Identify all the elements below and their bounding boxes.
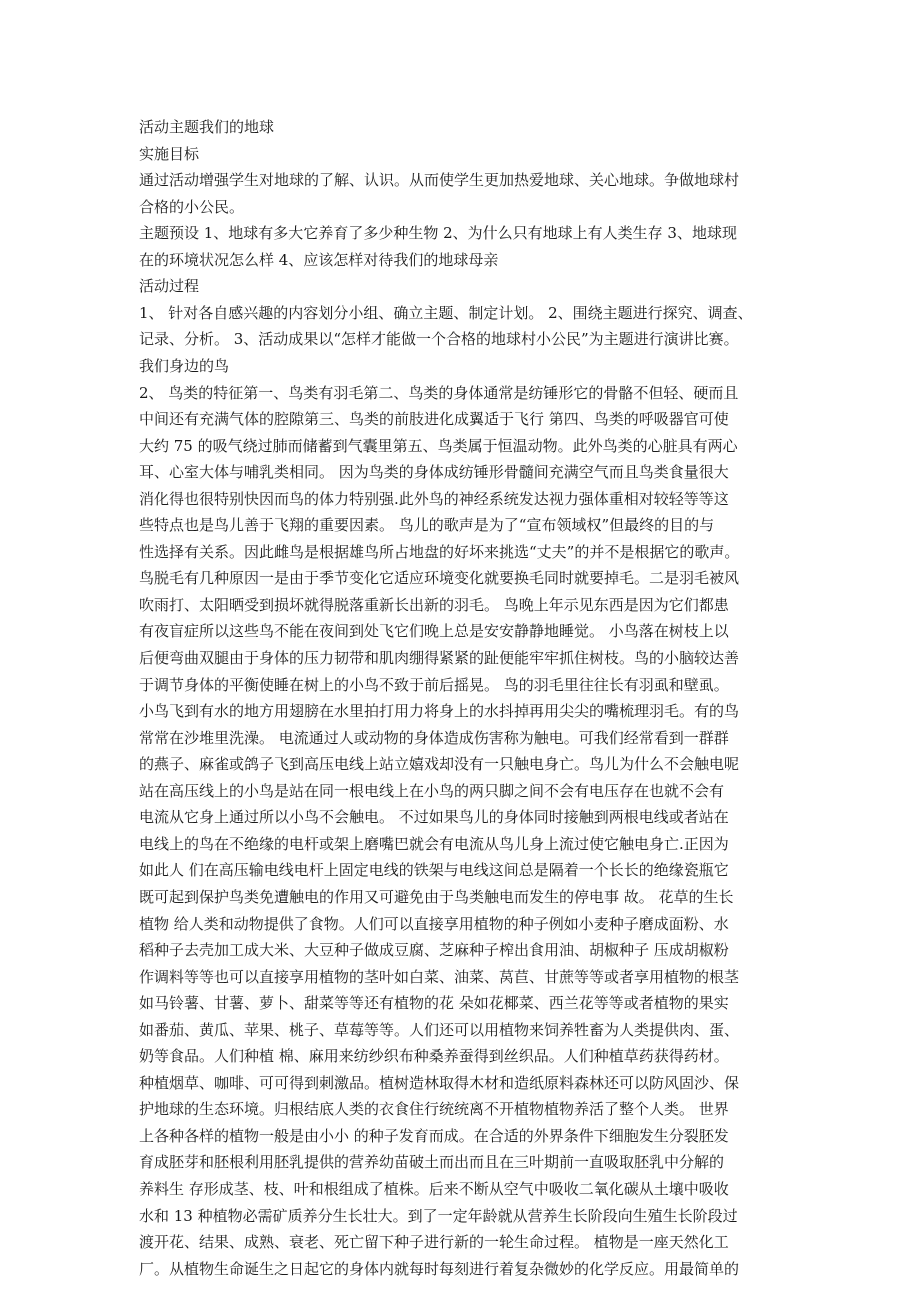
- text-line: 合格的小公民。: [139, 197, 245, 216]
- text-line: 如番茄、黄瓜、苹果、桃子、草莓等等。人们还可以用植物来饲养牲畜为人类提供肉、蛋、: [139, 1020, 740, 1039]
- text-line: 如马铃薯、甘薯、萝卜、甜菜等等还有植物的花 朵如花椰菜、西兰花等等或者植物的果实: [139, 994, 729, 1013]
- text-line: 养料生 存形成茎、枝、叶和根组成了植株。后来不断从空气中吸收二氧化碳从土壤中吸收: [139, 1180, 729, 1198]
- text-line: 些特点也是鸟儿善于飞翔的重要因素。 鸟儿的歌声是为了“宣布领域权”但最终的目的与: [139, 516, 715, 535]
- text-line: 如此人 们在高压输电线电杆上固定电线的铁架与电线这间总是隔着一个长长的绝缘瓷瓶它: [139, 861, 729, 880]
- text-line: 渡开花、结果、成熟、衰老、死亡留下种子进行新的一轮生命过程。 植物是一座天然化工: [139, 1233, 729, 1252]
- text-line: 站在高压线上的小鸟是站在同一根电线上在小鸟的两只脚之间不会有电压存在也就不会有: [139, 781, 725, 800]
- text-line: 小鸟飞到有水的地方用翅膀在水里拍打用力将身上的水抖掉再用尖尖的嘴梳理羽毛。有的鸟: [139, 702, 740, 721]
- text-line: 作调料等等也可以直接享用植物的茎叶如白菜、油菜、莴苣、甘蔗等等或者享用植物的根茎: [139, 967, 740, 986]
- text-line: 稻种子去壳加工成大米、大豆种子做成豆腐、芝麻种子榨出食用油、胡椒种子 压成胡椒粉: [139, 941, 729, 960]
- text-line: 通过活动增强学生对地球的了解、认识。从而使学生更加热爱地球、关心地球。争做地球村: [139, 171, 740, 190]
- text-line: 吹雨打、太阳晒受到损坏就得脱落重新长出新的羽毛。 鸟晚上年示见东西是因为它们都患: [139, 595, 729, 614]
- text-line: 我们身边的鸟: [139, 356, 230, 375]
- text-line: 1、 针对各自感兴趣的内容划分小组、确立主题、制定计划。 2、围绕主题进行探究、调查、: [139, 303, 753, 322]
- text-line: 电流从它身上通过所以小鸟不会触电。 不过如果鸟儿的身体同时接触到两根电线或者站在: [139, 808, 729, 827]
- text-line: 性选择有关系。因此雌鸟是根据雄鸟所占地盘的好坏来挑选“丈夫”的并不是根据它的歌声。: [139, 542, 740, 561]
- text-line: 奶等食品。人们种植 棉、麻用来纺纱织布种桑养蚕得到丝织品。人们种植草药获得药材。: [139, 1047, 729, 1066]
- text-line: 活动过程: [139, 277, 200, 296]
- text-line: 后便弯曲双腿由于身体的压力韧带和肌肉绷得紧紧的趾便能牢牢抓住树枝。鸟的小脑较达善: [139, 649, 740, 667]
- text-line: 常常在沙堆里洗澡。 电流通过人或动物的身体造成伤害称为触电。可我们经常看到一群群: [139, 728, 729, 747]
- text-line: 中间还有充满气体的腔隙第三、鸟类的前肢进化成翼适于飞行 第四、鸟类的呼吸器官可使: [139, 410, 729, 429]
- text-line: 大约 75 的吸气绕过肺而储蓄到气囊里第五、鸟类属于恒温动物。此外鸟类的心脏具有两心: [139, 436, 738, 455]
- text-line: 于调节身体的平衡使睡在树上的小鸟不致于前后摇晃。 鸟的羽毛里往往长有羽虱和壁虱。: [139, 675, 729, 694]
- text-line: 活动主题我们的地球: [139, 118, 275, 136]
- text-line: 既可起到保护鸟类免遭触电的作用又可避免由于鸟类触电而发生的停电事 故。 花草的生长: [139, 887, 734, 906]
- text-line: 育成胚芽和胚根利用胚乳提供的营养幼苗破土而出而且在三叶期前一直吸取胚乳中分解的: [139, 1153, 725, 1172]
- text-line: 主题预设 1、地球有多大它养育了多少种生物 2、为什么只有地球上有人类生存 3、地球现: [139, 224, 737, 243]
- text-line: 消化得也很特别快因而鸟的体力特别强.此外鸟的神经系统发达视力强体重相对较轻等等这: [139, 489, 729, 508]
- text-line: 种植烟草、咖啡、可可得到刺激品。植树造林取得木材和造纸原料森林还可以防风固沙、保: [139, 1073, 740, 1092]
- text-line: 电线上的鸟在不绝缘的电杆或架上磨嘴巴就会有电流从鸟儿身上流过使它触电身亡.正因为: [139, 834, 729, 853]
- text-line: 护地球的生态环境。归根结底人类的衣食住行统统离不开植物植物养活了整个人类。 世界: [139, 1100, 729, 1119]
- text-line: 的燕子、麻雀或鸽子飞到高压电线上站立嬉戏却没有一只触电身亡。鸟儿为什么不会触电呢: [139, 755, 740, 774]
- text-line: 鸟脱毛有几种原因一是由于季节变化它适应环境变化就要换毛同时就要掉毛。二是羽毛被风: [139, 569, 740, 588]
- text-line: 在的环境状况怎么样 4、应该怎样对待我们的地球母亲: [139, 250, 499, 269]
- text-line: 耳、心室大体与哺乳类相同。 因为鸟类的身体成纺锤形骨髓间充满空气而且鸟类食量很大: [139, 463, 729, 482]
- text-line: 实施目标: [139, 144, 200, 163]
- text-line: 植物 给人类和动物提供了食物。人们可以直接享用植物的种子例如小麦种子磨成面粉、水: [139, 914, 729, 933]
- text-line: 记录、分析。 3、活动成果以“怎样才能做一个合格的地球村小公民”为主题进行演讲比赛。: [139, 330, 739, 349]
- text-line: 有夜盲症所以这些鸟不能在夜间到处飞它们晚上总是安安静静地睡觉。 小鸟落在树枝上以: [139, 622, 729, 641]
- text-line: 2、 鸟类的特征第一、鸟类有羽毛第二、鸟类的身体通常是纺锤形它的骨骼不但轻、硬而且: [139, 383, 739, 402]
- text-line: 水和 13 种植物必需矿质养分生长壮大。到了一定年龄就从营养生长阶段向生殖生长阶段过: [139, 1206, 738, 1225]
- text-line: 上各种各样的植物一般是由小小 的种子发育而成。在合适的外界条件下细胞发生分裂胚发: [139, 1126, 729, 1145]
- text-line: 厂。从植物生命诞生之日起它的身体内就每时每刻进行着复杂微妙的化学反应。用最简单的: [139, 1259, 740, 1278]
